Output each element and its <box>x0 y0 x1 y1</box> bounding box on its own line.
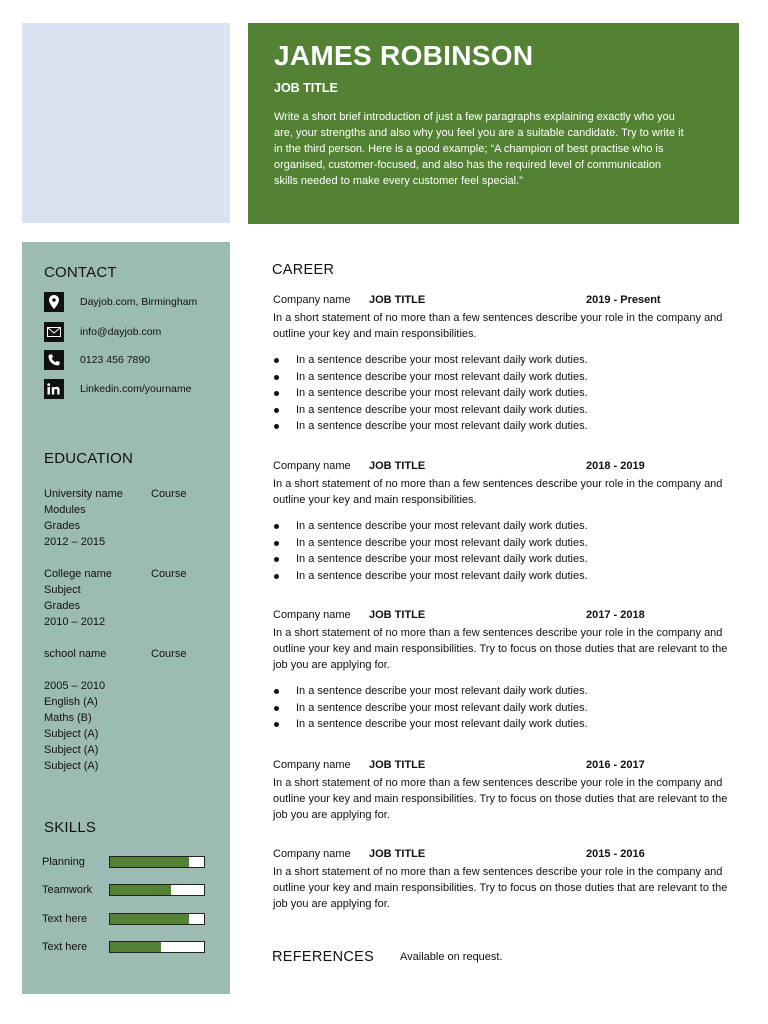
education-name: College name <box>44 568 112 580</box>
job-company: Company name <box>273 460 351 472</box>
education-detail: Subject (A) <box>44 744 99 756</box>
education-detail: 2005 – 2010 <box>44 680 106 692</box>
skill-label: Text here <box>42 941 88 953</box>
skills-heading: SKILLS <box>44 819 97 836</box>
skill-bar <box>109 856 205 868</box>
education-name: school name <box>44 648 107 660</box>
duty-item: In a sentence describe your most relevant daily work duties. <box>273 535 588 552</box>
job-title: JOB TITLE <box>369 294 426 306</box>
education-detail: Modules <box>44 504 86 516</box>
job-header <box>273 460 733 476</box>
education-heading: EDUCATION <box>44 450 134 467</box>
job-company: Company name <box>273 609 351 621</box>
education-detail: Grades <box>44 520 81 532</box>
job-header <box>273 848 733 864</box>
duty-item: In a sentence describe your most relevant daily work duties. <box>273 402 588 419</box>
linkedin-icon <box>44 379 64 399</box>
job-title: JOB TITLE <box>369 759 426 771</box>
duty-item: In a sentence describe your most relevant daily work duties. <box>273 518 588 535</box>
skill-bar-fill <box>110 914 189 924</box>
job-title: JOB TITLE <box>369 609 426 621</box>
contact-phone <box>44 350 150 370</box>
job-company: Company name <box>273 294 351 306</box>
contact-email-text[interactable]: info@dayjob.com <box>80 326 162 338</box>
references-note: Available on request. <box>400 951 503 963</box>
duty-item: In a sentence describe your most relevant daily work duties. <box>273 352 588 369</box>
candidate-name: JAMES ROBINSON <box>274 40 534 71</box>
duty-item: In a sentence describe your most relevant daily work duties. <box>273 568 588 585</box>
contact-email <box>44 322 161 342</box>
duties-list <box>273 352 588 435</box>
skill-bar-fill <box>110 885 171 895</box>
job-company: Company name <box>273 848 351 860</box>
duty-item: In a sentence describe your most relevant daily work duties. <box>273 683 588 700</box>
duty-item: In a sentence describe your most relevant daily work duties. <box>273 369 588 386</box>
skill-label: Text here <box>42 913 88 925</box>
photo-placeholder <box>22 23 230 223</box>
phone-icon <box>44 350 64 370</box>
duty-item: In a sentence describe your most relevant daily work duties. <box>273 385 588 402</box>
job-description: In a short statement of no more than a few sentences describe your role in the company and outline your key and main responsibilities. <box>273 478 723 506</box>
education-detail: Subject <box>44 584 81 596</box>
education-detail: Subject (A) <box>44 728 99 740</box>
job-title: JOB TITLE <box>369 460 426 472</box>
job-description: In a short statement of no more than a few sentences describe your role in the company and outline your key and main responsibilities. Try to focus on those duties that are relevant to the job you are applying for. <box>273 627 728 671</box>
education-detail: English (A) <box>44 696 98 708</box>
skill-bar-fill <box>110 942 161 952</box>
contact-location <box>44 292 197 312</box>
duties-list <box>273 518 588 584</box>
job-dates: 2016 - 2017 <box>586 759 645 771</box>
education-detail: Subject (A) <box>44 760 99 772</box>
duty-item: In a sentence describe your most relevant daily work duties. <box>273 418 588 435</box>
skill-label: Planning <box>42 856 85 868</box>
skill-label: Teamwork <box>42 884 93 896</box>
job-company: Company name <box>273 759 351 771</box>
job-dates: 2015 - 2016 <box>586 848 645 860</box>
skill-bar <box>109 941 205 953</box>
envelope-icon <box>44 322 64 342</box>
job-dates: 2019 - Present <box>586 294 661 306</box>
contact-linkedin <box>44 379 191 399</box>
job-description: In a short statement of no more than a few sentences describe your role in the company and outline your key and main responsibilities. Try to focus on those duties that are relevant to the job you are applying for. <box>273 866 728 910</box>
job-header <box>273 759 733 775</box>
intro-paragraph: Write a short brief introduction of just a few paragraphs explaining exactly who you are, your strengths and also why you feel you are a suitable candidate. Try to write it in the third person. Here is a good example; “A champion of best practise who is organised, customer-focused, and also has the required level of communication skills needed to make every customer feel special.” <box>274 111 684 187</box>
job-description: In a short statement of no more than a few sentences describe your role in the company and outline your key and main responsibilities. <box>273 312 723 340</box>
job-description: In a short statement of no more than a few sentences describe your role in the company and outline your key and main responsibilities. Try to focus on those duties that are relevant to the job you are applying for. <box>273 777 728 821</box>
skill-bar-fill <box>110 857 189 867</box>
job-header <box>273 294 733 310</box>
education-detail: 2010 – 2012 <box>44 616 106 628</box>
education-name: University name <box>44 488 123 500</box>
education-course: Course <box>151 568 187 580</box>
education-detail: 2012 – 2015 <box>44 536 106 548</box>
references-heading: REFERENCES <box>272 949 375 965</box>
sidebar <box>22 242 230 994</box>
job-title: JOB TITLE <box>369 848 426 860</box>
skill-bar <box>109 913 205 925</box>
education-detail: Maths (B) <box>44 712 92 724</box>
duty-item: In a sentence describe your most relevant daily work duties. <box>273 551 588 568</box>
duty-item: In a sentence describe your most relevant daily work duties. <box>273 700 588 717</box>
education-course: Course <box>151 488 187 500</box>
job-dates: 2018 - 2019 <box>586 460 645 472</box>
contact-linkedin-text[interactable]: Linkedin.com/yourname <box>80 383 192 395</box>
education-detail: Grades <box>44 600 81 612</box>
contact-location-text: Dayjob.com, Birmingham <box>80 296 198 308</box>
header <box>248 23 739 224</box>
skill-bar <box>109 884 205 896</box>
education-course: Course <box>151 648 187 660</box>
job-header <box>273 609 733 625</box>
duties-list <box>273 683 588 733</box>
career-heading: CAREER <box>272 262 335 278</box>
location-pin-icon <box>44 292 64 312</box>
duty-item: In a sentence describe your most relevant daily work duties. <box>273 716 588 733</box>
job-dates: 2017 - 2018 <box>586 609 645 621</box>
header-job-title: JOB TITLE <box>274 81 338 95</box>
contact-phone-text: 0123 456 7890 <box>80 354 151 366</box>
contact-heading: CONTACT <box>44 264 117 281</box>
